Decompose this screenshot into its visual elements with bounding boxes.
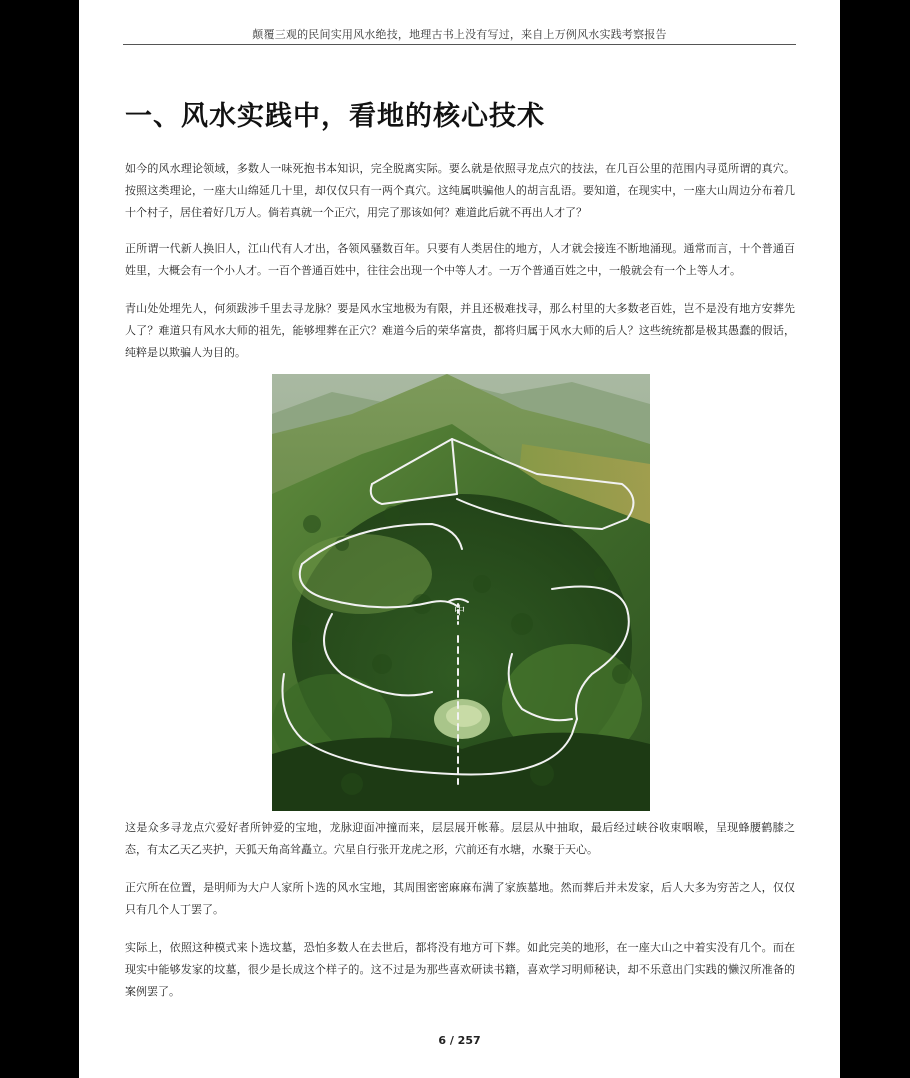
running-header: 颠覆三观的民间实用风水绝技，地理古书上没有写过，来自上万例风水实践考察报告	[252, 28, 667, 41]
document-page	[79, 0, 840, 1078]
mountain-photo-illustration	[272, 374, 650, 811]
page-number: 6 / 257	[438, 1034, 481, 1047]
paragraph-5: 正穴所在位置，是明师为大户人家所卜选的风水宝地，其周围密密麻麻布满了家族墓地。然而葬后并未发家，后人大多为穷苦之人，仅仅只有几个人丁罢了。	[125, 881, 795, 916]
paragraph-1: 如今的风水理论领域，多数人一味死抱书本知识，完全脱离实际。要么就是依照寻龙点穴的技法，在几百公里的范围内寻觅所谓的真穴。按照这类理论，一座大山绵延几十里，却仅仅只有一两个真穴。这纯属哄骗他人的胡言乱语。要知道，在现实中，一座大山周边分布着几十个村子，居住着好几万人。倘若真就一个正穴，用完了那该如何？难道此后就不再出人才了？	[125, 162, 795, 219]
fengshui-mountain-photo	[272, 374, 650, 811]
paragraph-3: 青山处处埋先人，何须跋涉千里去寻龙脉？要是风水宝地极为有限，并且还极难找寻，那么村里的大多数老百姓，岂不是没有地方安葬先人了？难道只有风水大师的祖先，能够埋葬在正穴？难道今后的荣华富贵，都将归属于风水大师的后人？这些统统都是极其愚蠢的假话，纯粹是以欺骗人为目的。	[125, 302, 795, 359]
paragraph-6: 实际上，依照这种模式来卜选坟墓，恐怕多数人在去世后，都将没有地方可下葬。如此完美的地形，在一座大山之中着实没有几个。而在现实中能够发家的坟墓，很少是长成这个样子的。这不过是为那些喜欢研读书籍，喜欢学习明师秘诀，却不乐意出门实践的懒汉所准备的案例罢了。	[125, 941, 795, 998]
chapter-title: 一、风水实践中，看地的核心技术	[125, 101, 545, 132]
paragraph-2: 正所谓一代新人换旧人，江山代有人才出，各领风骚数百年。只要有人类居住的地方，人才就会接连不断地涌现。通常而言，十个普通百姓里，大概会有一个小人才。一百个普通百姓中，往往会出现一个中等人才。一万个普通百姓之中，一般就会有一个上等人才。	[125, 242, 795, 277]
header-rule	[123, 44, 796, 45]
paragraph-4: 这是众多寻龙点穴爱好者所钟爱的宝地，龙脉迎面冲撞而来，层层展开帐幕。层层从中抽取，最后经过峡谷收束咽喉，呈现蜂腰鹤膝之态，有太乙天乙夹护，天狐天角高耸矗立。穴星自行张开龙虎之形，穴前还有水塘，水聚于天心。	[125, 821, 795, 856]
center-marker-label: 中	[454, 604, 465, 617]
